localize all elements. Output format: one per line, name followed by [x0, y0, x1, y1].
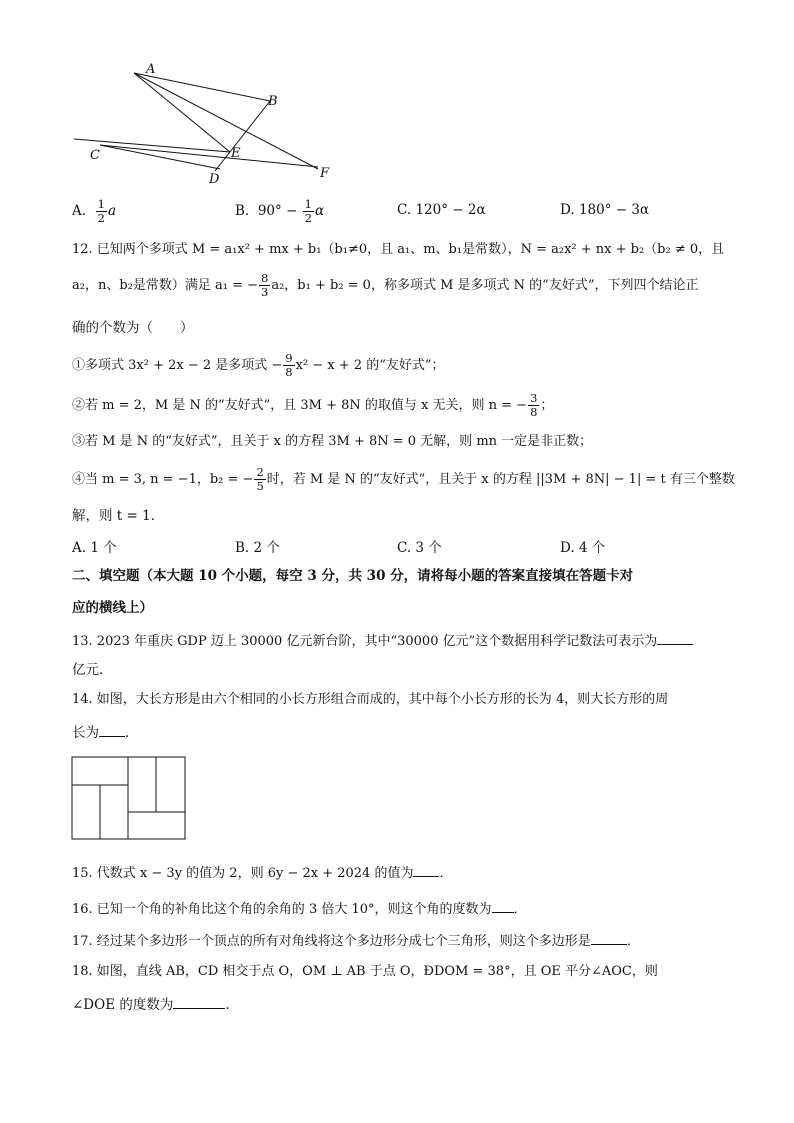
q14-answer-blank[interactable]	[99, 722, 125, 737]
section2-heading-line2: 应的横线上）	[72, 600, 153, 616]
q11-option-a: A. $\frac{1}{2}$ a	[72, 197, 117, 225]
q13-answer-blank[interactable]	[657, 630, 693, 645]
q11-option-d: D. 180° − 3α	[560, 202, 650, 218]
label-A: A	[146, 62, 156, 77]
line-CD	[100, 145, 220, 169]
q12-option-a: A. 1 个	[72, 540, 117, 556]
q13-line2: 亿元．	[72, 662, 113, 678]
label-E: E	[231, 146, 241, 161]
label-F: F	[320, 166, 330, 181]
q13-line1: 13. 2023 年重庆 GDP 迈上 30000 亿元新台阶，其中“30000 亿元”这个数据用科学记数法可表示为	[72, 630, 693, 652]
q12-option-b: B. 2 个	[235, 540, 280, 556]
line-BD	[215, 101, 270, 171]
q12-item4: ④当 m = 3, n = −1，b₂ = − $\frac{2}{5}$ 时，若 M 是 N 的“友好式”，且关于 x 的方程 ||3M + 8N| − 1| = t 有三个整数	[72, 465, 735, 493]
q14-rectangle-figure	[71, 756, 189, 842]
q18-answer-blank[interactable]	[173, 994, 225, 1009]
label-D: D	[209, 172, 220, 187]
q16: 16. 已知一个角的补角比这个角的余角的 3 倍大 10°，则这个角的度数为 ．	[72, 898, 527, 920]
q17-answer-blank[interactable]	[591, 930, 627, 945]
q11-geometry-figure	[60, 55, 350, 190]
q12-line3: 确的个数为（ ）	[72, 320, 194, 336]
line-AB	[134, 73, 270, 101]
q15: 15. 代数式 x − 3y 的值为 2，则 6y − 2x + 2024 的值为 ．	[72, 862, 452, 884]
q12-line1: 12. 已知两个多项式 M = a₁x² + mx + b₁（b₁≠0，且 a₁、m、b₁是常数），N = a₂x² + nx + b₂（b₂ ≠ 0，且	[72, 242, 725, 257]
q16-answer-blank[interactable]	[492, 898, 514, 913]
q12-option-c: C. 3 个	[397, 540, 442, 556]
q11-option-b: B. 90° − $\frac{1}{2}$ α	[235, 197, 325, 225]
line-CF	[100, 145, 318, 167]
q12-item4-line2: 解，则 t = 1．	[72, 508, 165, 524]
q12-option-d: D. 4 个	[560, 540, 606, 556]
q12-item3: ③若 M 是 N 的“友好式”，且关于 x 的方程 3M + 8N = 0 无解，则 mn 一定是非正数；	[72, 434, 593, 449]
q17: 17. 经过某个多边形一个顶点的所有对角线将这个多边形分成七个三角形，则这个多边形是 ．	[72, 930, 640, 952]
q14-line2: 长为 ．	[72, 722, 139, 743]
q12-item1: ①多项式 3x² + 2x − 2 是多项式 − $\frac{9}{8}$ x² − x + 2 的“友好式”；	[72, 351, 445, 379]
label-C: C	[90, 148, 100, 163]
label-B: B	[268, 94, 278, 109]
q12-item2: ②若 m = 2，M 是 N 的“友好式”，且 3M + 8N 的取值与 x 无关，则 n = − $\frac{3}{8}$ ；	[72, 391, 554, 419]
q12-line2: a₂，n、b₂是常数）满足 a₁ = − $\frac{8}{3}$ a₂，b₁ + b₂ = 0，称多项式 M 是多项式 N 的“友好式”，下列四个结论正	[72, 271, 699, 299]
q14-line1: 14. 如图，大长方形是由六个相同的小长方形组合而成的，其中每个小长方形的长为 4，则大长方形的周	[72, 692, 669, 707]
q18-line1: 18. 如图，直线 AB，CD 相交于点 O，OM ⊥ AB 于点 O，ÐDOM = 38°，且 OE 平分∠AOC，则	[72, 964, 658, 979]
section2-heading-line1: 二、填空题（本大题 10 个小题，每空 3 分，共 30 分，请将每小题的答案直接填在答题卡对	[72, 568, 634, 584]
q11-option-c: C. 120° − 2α	[397, 202, 486, 218]
line-AE	[134, 73, 230, 152]
q18-line2: ∠DOE 的度数为 ．	[72, 994, 239, 1015]
line-AF	[134, 73, 318, 169]
q15-answer-blank[interactable]	[413, 862, 439, 877]
